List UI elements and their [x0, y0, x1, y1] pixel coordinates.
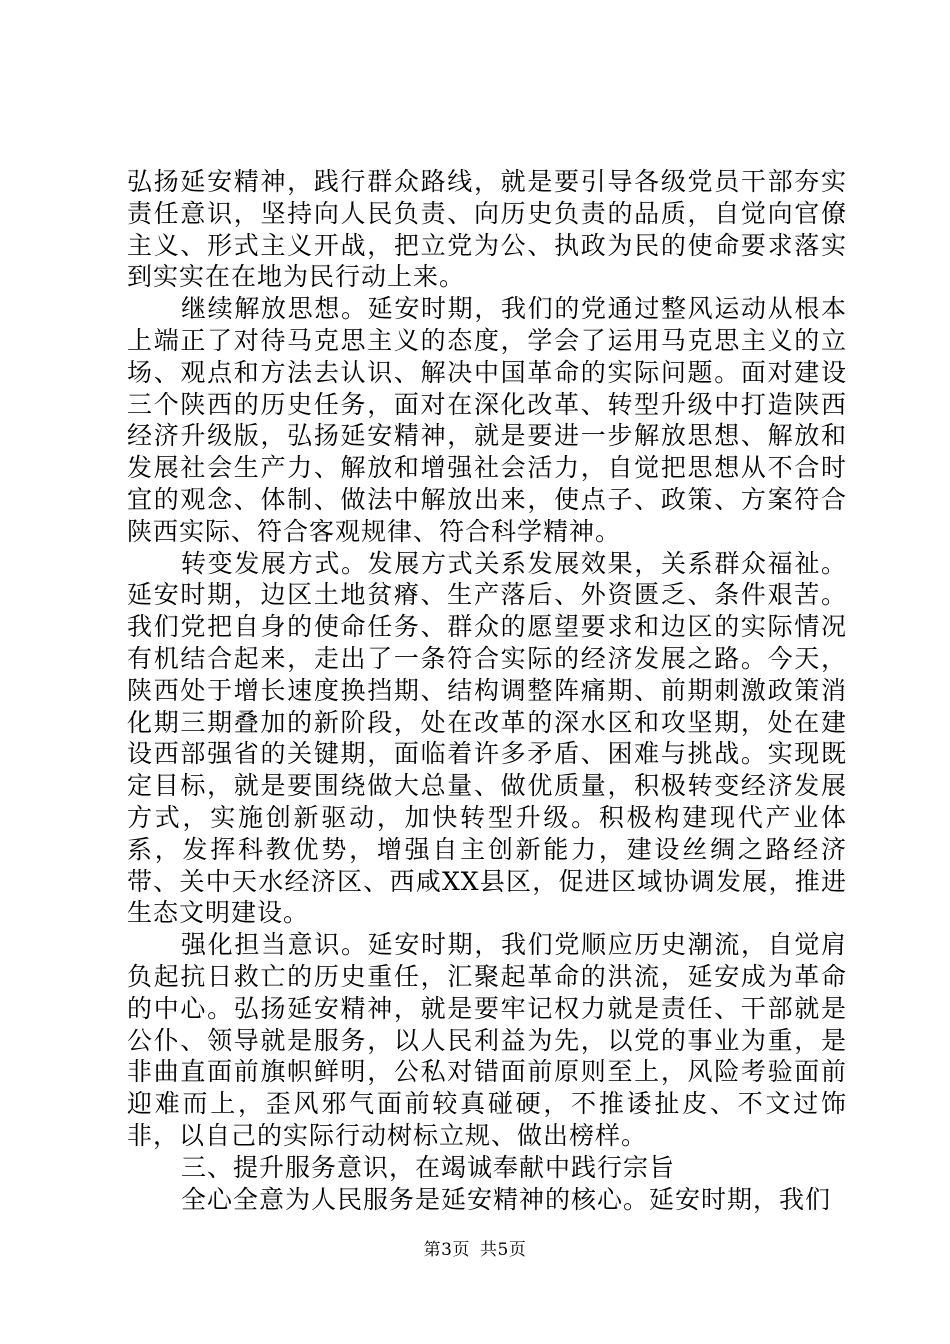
paragraph-5: 全心全意为人民服务是延安精神的核心。延安时期，我们 — [181, 1184, 832, 1214]
paragraph-2: 继续解放思想。延安时期，我们的党通过整风运动从根本上端正了对待马克思主义的态度，学会了运用马克思主义的立场、观点和方法去认识、解决中国革命的实际问题。面对建设三个陕西的历史任务，面对在深化改革、转型升级中打造陕西经济升级版，弘扬延安精神，就是要进一步解放思想、解放和发展社会生产力、解放和增强社会活力，自觉把思想从不合时宜的观念、体制、做法中解放出来，使点子、政策、方案符合陕西实际、符合客观规律、符合科学精神。 — [127, 294, 847, 546]
document-body — [127, 166, 847, 1215]
page-footer — [0, 1240, 950, 1260]
paragraph-3: 转变发展方式。发展方式关系发展效果，关系群众福祉。延安时期，边区土地贫瘠、生产落后、外资匮乏、条件艰苦。我们党把自身的使命任务、群众的愿望要求和边区的实际情况有机结合起来，走出了一条符合实际的经济发展之路。今天，陕西处于增长速度换挡期、结构调整阵痛期、前期刺激政策消化期三期叠加的新阶段，处在改革的深水区和攻坚期，处在建设西部强省的关键期，面临着许多矛盾、困难与挑战。实现既定目标，就是要围绕做大总量、做优质量，积极转变经济发展方式，实施创新驱动，加快转型升级。积极构建现代产业体系，发挥科教优势，增强自主创新能力，建设丝绸之路经济带、关中天水经济区、西咸XX县区，促进区域协调发展，推进生态文明建设。 — [127, 548, 847, 928]
section-heading: 三、提升服务意识，在竭诚奉献中践行宗旨 — [181, 1152, 676, 1182]
paragraph-4: 强化担当意识。延安时期，我们党顺应历史潮流，自觉肩负起抗日救亡的历史重任，汇聚起革命的洪流，延安成为革命的中心。弘扬延安精神，就是要牢记权力就是责任、干部就是公仆、领导就是服务，以人民利益为先，以党的事业为重，是非曲直面前旗帜鲜明，公私对错面前原则至上，风险考验面前迎难而上，歪风邪气面前较真碰硬，不推诿扯皮、不文过饰非，以自己的实际行动树标立规、做出榜样。 — [127, 930, 847, 1150]
paragraph-1: 弘扬延安精神，践行群众路线，就是要引导各级党员干部夯实责任意识，坚持向人民负责、向历史负责的品质，自觉向官僚主义、形式主义开战，把立党为公、执政为民的使命要求落实到实实在在地为民行动上来。 — [127, 167, 847, 292]
page-total: 共5页 — [480, 1240, 527, 1260]
page-number: 第3页 — [423, 1240, 470, 1260]
